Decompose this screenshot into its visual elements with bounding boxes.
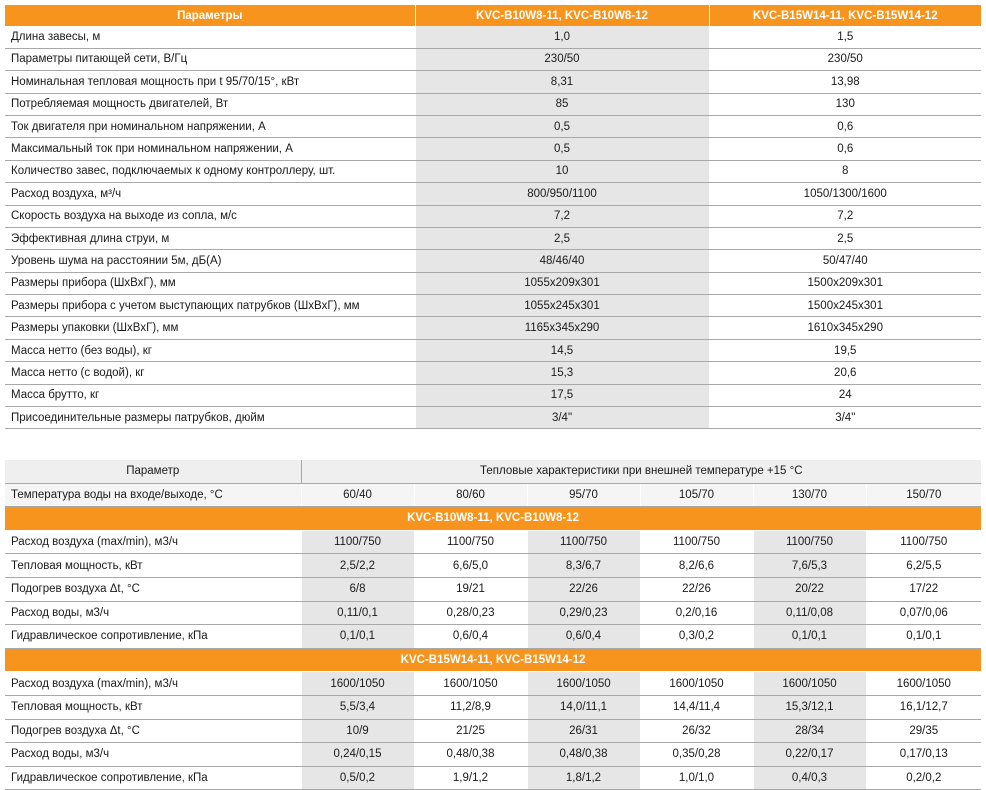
specs-row bbox=[5, 339, 981, 361]
thermal-value: 14,4/11,4 bbox=[640, 695, 753, 719]
thermal-value: 0,28/0,23 bbox=[414, 601, 527, 625]
water-temp-value: 60/40 bbox=[301, 483, 414, 507]
thermal-value: 0,11/0,1 bbox=[301, 601, 414, 625]
thermal-row-label: Расход воздуха (max/min), м3/ч bbox=[5, 530, 301, 554]
thermal-row bbox=[5, 719, 981, 743]
spec-label: Параметры питающей сети, В/Гц bbox=[5, 48, 415, 70]
spec-value-b15: 1500x209x301 bbox=[709, 272, 981, 294]
thermal-value: 0,6/0,4 bbox=[527, 625, 640, 649]
spec-label: Присоединительные размеры патрубков, дюйм bbox=[5, 407, 415, 429]
spec-value-b10: 800/950/1100 bbox=[415, 183, 709, 205]
specs-row bbox=[5, 138, 981, 160]
thermal-row-label: Тепловая мощность, кВт bbox=[5, 554, 301, 578]
thermal-value: 7,6/5,3 bbox=[753, 554, 866, 578]
thermal-value: 22/26 bbox=[527, 577, 640, 601]
spec-value-b15: 13,98 bbox=[709, 71, 981, 93]
spec-value-b10: 15,3 bbox=[415, 362, 709, 384]
thermal-value: 0,1/0,1 bbox=[753, 625, 866, 649]
spec-label: Расход воздуха, м³/ч bbox=[5, 183, 415, 205]
spec-value-b10: 17,5 bbox=[415, 384, 709, 406]
spec-value-b15: 230/50 bbox=[709, 48, 981, 70]
thermal-value: 26/31 bbox=[527, 719, 640, 743]
thermal-value: 0,1/0,1 bbox=[866, 625, 981, 649]
thermal-row-label: Расход воды, м3/ч bbox=[5, 743, 301, 767]
spec-label: Длина завесы, м bbox=[5, 26, 415, 48]
specs-row bbox=[5, 183, 981, 205]
spec-value-b15: 50/47/40 bbox=[709, 250, 981, 272]
specs-header-model-b10: KVC-B10W8-11, KVC-B10W8-12 bbox=[415, 5, 709, 26]
thermal-value: 0,2/0,16 bbox=[640, 601, 753, 625]
thermal-value: 0,29/0,23 bbox=[527, 601, 640, 625]
thermal-value: 1600/1050 bbox=[753, 672, 866, 696]
thermal-header-param: Параметр bbox=[5, 460, 301, 483]
thermal-value: 16,1/12,7 bbox=[866, 695, 981, 719]
thermal-value: 0,48/0,38 bbox=[414, 743, 527, 767]
thermal-value: 1100/750 bbox=[866, 530, 981, 554]
thermal-row-label: Расход воды, м3/ч bbox=[5, 601, 301, 625]
spec-label: Размеры прибора (ШхВхГ), мм bbox=[5, 272, 415, 294]
thermal-row bbox=[5, 672, 981, 696]
model-section-title: KVC-B10W8-11, KVC-B10W8-12 bbox=[5, 507, 981, 531]
spec-value-b15: 130 bbox=[709, 93, 981, 115]
spec-value-b10: 1055x209x301 bbox=[415, 272, 709, 294]
specs-row bbox=[5, 407, 981, 429]
thermal-value: 22/26 bbox=[640, 577, 753, 601]
spec-label: Масса брутто, кг bbox=[5, 384, 415, 406]
water-temp-value: 105/70 bbox=[640, 483, 753, 507]
thermal-row bbox=[5, 695, 981, 719]
thermal-value: 26/32 bbox=[640, 719, 753, 743]
thermal-value: 0,07/0,06 bbox=[866, 601, 981, 625]
spec-value-b10: 1055x245x301 bbox=[415, 295, 709, 317]
thermal-value: 0,5/0,2 bbox=[301, 766, 414, 790]
spec-label: Ток двигателя при номинальном напряжении, А bbox=[5, 115, 415, 137]
spec-value-b10: 2,5 bbox=[415, 227, 709, 249]
spec-label: Скорость воздуха на выходе из сопла, м/с bbox=[5, 205, 415, 227]
thermal-value: 0,35/0,28 bbox=[640, 743, 753, 767]
spec-value-b15: 0,6 bbox=[709, 115, 981, 137]
specs-table-body bbox=[5, 26, 981, 429]
thermal-value: 1600/1050 bbox=[640, 672, 753, 696]
specs-row bbox=[5, 115, 981, 137]
thermal-value: 0,48/0,38 bbox=[527, 743, 640, 767]
spec-value-b10: 0,5 bbox=[415, 138, 709, 160]
model-section-header bbox=[5, 507, 981, 531]
spec-value-b15: 8 bbox=[709, 160, 981, 182]
spec-label: Эффективная длина струи, м bbox=[5, 227, 415, 249]
specs-header-params: Параметры bbox=[5, 5, 415, 26]
thermal-row bbox=[5, 766, 981, 790]
spec-label: Максимальный ток при номинальном напряжении, А bbox=[5, 138, 415, 160]
thermal-value: 1100/750 bbox=[640, 530, 753, 554]
thermal-table-body bbox=[5, 460, 981, 790]
water-temp-row bbox=[5, 483, 981, 507]
spec-label: Масса нетто (без воды), кг bbox=[5, 339, 415, 361]
specs-row bbox=[5, 26, 981, 48]
spec-value-b10: 230/50 bbox=[415, 48, 709, 70]
model-section-header bbox=[5, 648, 981, 672]
spec-value-b15: 1500x245x301 bbox=[709, 295, 981, 317]
spec-value-b15: 2,5 bbox=[709, 227, 981, 249]
spec-value-b10: 1165x345x290 bbox=[415, 317, 709, 339]
thermal-value: 1,9/1,2 bbox=[414, 766, 527, 790]
specs-row bbox=[5, 362, 981, 384]
specs-header-model-b15: KVC-B15W14-11, KVC-B15W14-12 bbox=[709, 5, 981, 26]
specs-row bbox=[5, 205, 981, 227]
thermal-value: 1100/750 bbox=[753, 530, 866, 554]
spec-label: Потребляемая мощность двигателей, Вт bbox=[5, 93, 415, 115]
spec-value-b10: 0,5 bbox=[415, 115, 709, 137]
thermal-value: 14,0/11,1 bbox=[527, 695, 640, 719]
thermal-row bbox=[5, 625, 981, 649]
thermal-header-title: Тепловые характеристики при внешней температуре +15 °С bbox=[301, 460, 981, 483]
spec-value-b15: 19,5 bbox=[709, 339, 981, 361]
thermal-row bbox=[5, 577, 981, 601]
specs-row bbox=[5, 93, 981, 115]
spec-value-b10: 7,2 bbox=[415, 205, 709, 227]
spec-label: Количество завес, подключаемых к одному контроллеру, шт. bbox=[5, 160, 415, 182]
specs-header-row bbox=[5, 5, 981, 26]
spec-value-b15: 1,5 bbox=[709, 26, 981, 48]
spec-value-b10: 48/46/40 bbox=[415, 250, 709, 272]
specs-row bbox=[5, 48, 981, 70]
spec-value-b15: 20,6 bbox=[709, 362, 981, 384]
spec-value-b10: 85 bbox=[415, 93, 709, 115]
thermal-value: 0,6/0,4 bbox=[414, 625, 527, 649]
thermal-value: 1100/750 bbox=[301, 530, 414, 554]
thermal-value: 11,2/8,9 bbox=[414, 695, 527, 719]
spec-value-b10: 10 bbox=[415, 160, 709, 182]
thermal-value: 6,2/5,5 bbox=[866, 554, 981, 578]
thermal-row-label: Гидравлическое сопротивление, кПа bbox=[5, 766, 301, 790]
thermal-value: 1600/1050 bbox=[301, 672, 414, 696]
water-temp-value: 130/70 bbox=[753, 483, 866, 507]
thermal-value: 0,3/0,2 bbox=[640, 625, 753, 649]
thermal-row bbox=[5, 530, 981, 554]
thermal-value: 1,0/1,0 bbox=[640, 766, 753, 790]
thermal-value: 20/22 bbox=[753, 577, 866, 601]
spec-value-b15: 1050/1300/1600 bbox=[709, 183, 981, 205]
thermal-row-label: Расход воздуха (max/min), м3/ч bbox=[5, 672, 301, 696]
thermal-value: 5,5/3,4 bbox=[301, 695, 414, 719]
specs-row bbox=[5, 71, 981, 93]
thermal-value: 6,6/5,0 bbox=[414, 554, 527, 578]
thermal-value: 19/21 bbox=[414, 577, 527, 601]
thermal-value: 0,2/0,2 bbox=[866, 766, 981, 790]
spec-value-b10: 14,5 bbox=[415, 339, 709, 361]
thermal-row bbox=[5, 743, 981, 767]
thermal-value: 1100/750 bbox=[527, 530, 640, 554]
specs-row bbox=[5, 250, 981, 272]
thermal-row-label: Тепловая мощность, кВт bbox=[5, 695, 301, 719]
specs-row bbox=[5, 317, 981, 339]
specs-row bbox=[5, 384, 981, 406]
specs-row bbox=[5, 160, 981, 182]
thermal-value: 0,17/0,13 bbox=[866, 743, 981, 767]
spec-value-b15: 24 bbox=[709, 384, 981, 406]
thermal-value: 8,2/6,6 bbox=[640, 554, 753, 578]
thermal-row-label: Подогрев воздуха Δt, °С bbox=[5, 719, 301, 743]
specs-row bbox=[5, 227, 981, 249]
thermal-value: 0,22/0,17 bbox=[753, 743, 866, 767]
thermal-value: 17/22 bbox=[866, 577, 981, 601]
spec-label: Номинальная тепловая мощность при t 95/70/15°, кВт bbox=[5, 71, 415, 93]
thermal-value: 1600/1050 bbox=[527, 672, 640, 696]
thermal-value: 6/8 bbox=[301, 577, 414, 601]
specs-row bbox=[5, 272, 981, 294]
thermal-value: 1100/750 bbox=[414, 530, 527, 554]
spec-label: Размеры прибора с учетом выступающих патрубков (ШхВхГ), мм bbox=[5, 295, 415, 317]
thermal-value: 1600/1050 bbox=[866, 672, 981, 696]
water-temp-value: 150/70 bbox=[866, 483, 981, 507]
thermal-row-label: Подогрев воздуха Δt, °С bbox=[5, 577, 301, 601]
thermal-row bbox=[5, 601, 981, 625]
thermal-header-row bbox=[5, 460, 981, 483]
thermal-value: 1600/1050 bbox=[414, 672, 527, 696]
thermal-value: 0,1/0,1 bbox=[301, 625, 414, 649]
thermal-value: 0,11/0,08 bbox=[753, 601, 866, 625]
thermal-row bbox=[5, 554, 981, 578]
spec-label: Размеры упаковки (ШхВхГ), мм bbox=[5, 317, 415, 339]
spec-label: Масса нетто (с водой), кг bbox=[5, 362, 415, 384]
model-section-title: KVC-B15W14-11, KVC-B15W14-12 bbox=[5, 648, 981, 672]
thermal-value: 0,4/0,3 bbox=[753, 766, 866, 790]
thermal-value: 0,24/0,15 bbox=[301, 743, 414, 767]
spec-value-b10: 1,0 bbox=[415, 26, 709, 48]
thermal-value: 29/35 bbox=[866, 719, 981, 743]
thermal-value: 15,3/12,1 bbox=[753, 695, 866, 719]
spec-value-b15: 3/4" bbox=[709, 407, 981, 429]
spec-value-b10: 3/4" bbox=[415, 407, 709, 429]
spec-value-b10: 8,31 bbox=[415, 71, 709, 93]
thermal-value: 10/9 bbox=[301, 719, 414, 743]
thermal-value: 21/25 bbox=[414, 719, 527, 743]
specs-row bbox=[5, 295, 981, 317]
spec-value-b15: 1610x345x290 bbox=[709, 317, 981, 339]
thermal-value: 28/34 bbox=[753, 719, 866, 743]
water-temp-label: Температура воды на входе/выходе, °С bbox=[5, 483, 301, 507]
thermal-row-label: Гидравлическое сопротивление, кПа bbox=[5, 625, 301, 649]
water-temp-value: 80/60 bbox=[414, 483, 527, 507]
specs-table bbox=[5, 5, 981, 429]
spec-value-b15: 7,2 bbox=[709, 205, 981, 227]
thermal-table bbox=[5, 460, 981, 790]
thermal-value: 2,5/2,2 bbox=[301, 554, 414, 578]
thermal-value: 8,3/6,7 bbox=[527, 554, 640, 578]
water-temp-value: 95/70 bbox=[527, 483, 640, 507]
thermal-value: 1,8/1,2 bbox=[527, 766, 640, 790]
spec-value-b15: 0,6 bbox=[709, 138, 981, 160]
spec-label: Уровень шума на расстоянии 5м, дБ(А) bbox=[5, 250, 415, 272]
